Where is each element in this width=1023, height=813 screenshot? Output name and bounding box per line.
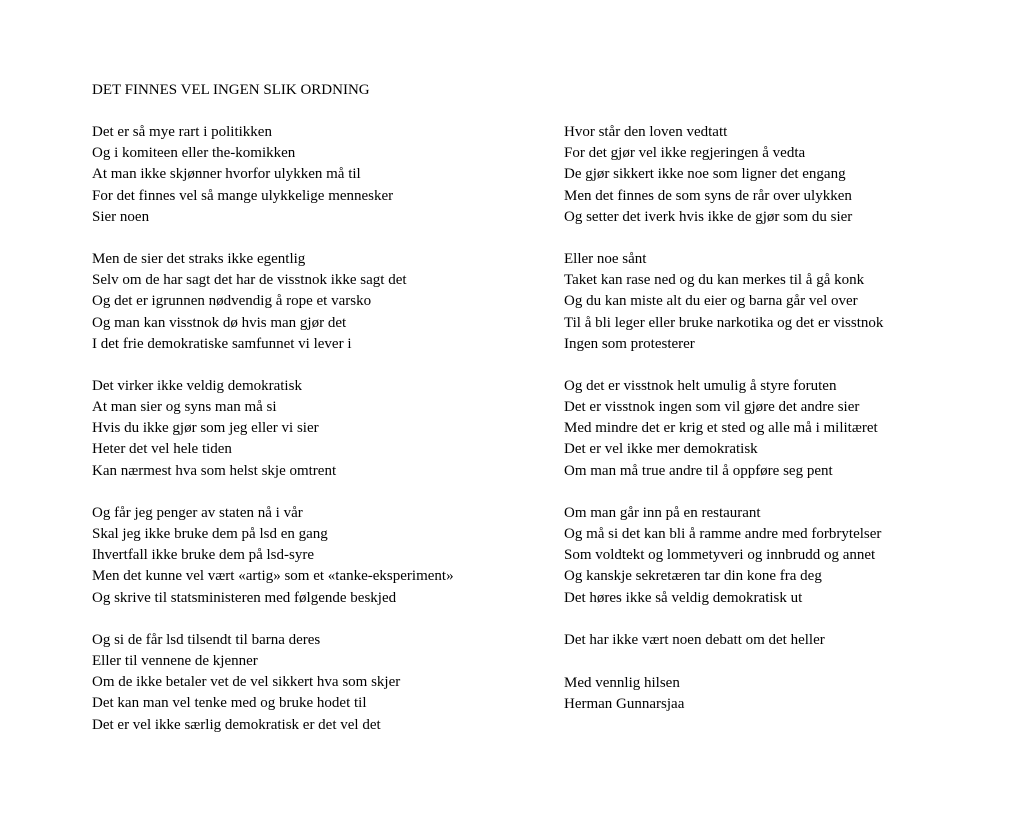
stanza: [92, 122, 542, 228]
poem-line: Det er vel ikke særlig demokratisk er det vel det: [92, 716, 381, 733]
stanza: [564, 630, 1004, 651]
poem-line: Om de ikke betaler vet de vel sikkert hva som skjer: [92, 674, 401, 691]
poem-line: Det virker ikke veldig demokratisk: [92, 377, 302, 394]
poem-line: Og kanskje sekretæren tar din kone fra deg: [564, 568, 822, 585]
poem-line: Hvor står den loven vedtatt: [564, 124, 728, 140]
poem-line: I det frie demokratiske samfunnet vi lever i: [92, 335, 352, 352]
poem-line: Det er vel ikke mer demokratisk: [564, 441, 758, 458]
stanza: [92, 630, 542, 736]
poem-line: Det høres ikke så veldig demokratisk ut: [564, 589, 803, 606]
poem-title: DET FINNES VEL INGEN SLIK ORDNING: [92, 82, 370, 98]
poem-line: For det finnes vel så mange ulykkelige mennesker: [92, 187, 394, 204]
poem-line: Heter det vel hele tiden: [92, 441, 232, 458]
poem-line: Hvis du ikke gjør som jeg eller vi sier: [92, 420, 319, 437]
poem-line: Det er så mye rart i politikken: [92, 124, 272, 140]
right-stanzas: [564, 122, 1004, 651]
poem-line: At man sier og syns man må si: [92, 399, 277, 416]
poem-line: Og si de får lsd tilsendt til barna deres: [92, 631, 321, 648]
poem-line: Det er visstnok ingen som vil gjøre det andre sier: [564, 399, 860, 416]
stanza: [92, 376, 542, 482]
poem-line: Ihvertfall ikke bruke dem på lsd-syre: [92, 547, 315, 564]
right-column: [564, 122, 1004, 715]
poem-line: Eller noe sånt: [564, 250, 647, 267]
poem-line: Og du kan miste alt du eier og barna går vel over: [564, 293, 858, 310]
poem-line: Og skrive til statsministeren med følgende beskjed: [92, 589, 397, 606]
poem-line: Taket kan rase ned og du kan merkes til å gå konk: [564, 272, 865, 289]
poem-line: Kan nærmest hva som helst skje omtrent: [92, 462, 337, 479]
poem-line: Skal jeg ikke bruke dem på lsd en gang: [92, 526, 328, 542]
poem-line: Sier noen: [92, 208, 150, 225]
signoff: [564, 673, 1004, 715]
poem-line: Med mindre det er krig et sted og alle må i militæret: [564, 420, 878, 437]
stanza: [92, 503, 542, 609]
poem-line: Og det er igrunnen nødvendig å rope et varsko: [92, 293, 372, 310]
poem-line: Det har ikke vært noen debatt om det heller: [564, 631, 825, 648]
poem-line: Om man går inn på en restaurant: [564, 504, 761, 521]
stanza: [92, 249, 542, 355]
poem-line: Eller til vennene de kjenner: [92, 652, 258, 669]
signoff-greeting: Med vennlig hilsen: [564, 674, 680, 691]
poem-line: Men det finnes de som syns de rår over ulykken: [564, 187, 852, 204]
poem-line: Og i komiteen eller the-komikken: [92, 145, 296, 162]
poem-line: Selv om de har sagt det har de visstnok ikke sagt det: [92, 272, 407, 289]
poem-line: Og må si det kan bli å ramme andre med forbrytelser: [564, 526, 882, 542]
poem-line: Og får jeg penger av staten nå i vår: [92, 504, 303, 521]
poem-line: De gjør sikkert ikke noe som ligner det engang: [564, 166, 846, 183]
poem-line: Men de sier det straks ikke egentlig: [92, 250, 306, 267]
stanza: [564, 503, 1004, 609]
poem-line: Og det er visstnok helt umulig å styre foruten: [564, 377, 837, 394]
stanza: [564, 122, 1004, 228]
poem-line: Men det kunne vel vært «artig» som et «tanke-eksperiment»: [92, 568, 454, 585]
stanza: [564, 376, 1004, 482]
poem-line: For det gjør vel ikke regjeringen å vedta: [564, 145, 806, 162]
signoff-name: Herman Gunnarsjaa: [564, 696, 685, 713]
left-column: [92, 122, 542, 757]
poem-line: Til å bli leger eller bruke narkotika og det er visstnok: [564, 314, 884, 331]
poem-line: Og setter det iverk hvis ikke de gjør som du sier: [564, 208, 853, 225]
poem-line: Som voldtekt og lommetyveri og innbrudd og annet: [564, 547, 876, 564]
poem-line: Det kan man vel tenke med og bruke hodet til: [92, 695, 367, 712]
poem-line: At man ikke skjønner hvorfor ulykken må til: [92, 166, 361, 183]
stanza: [564, 249, 1004, 355]
poem-line: Ingen som protesterer: [564, 335, 695, 352]
poem-line: Om man må true andre til å oppføre seg pent: [564, 462, 833, 479]
poem-line: Og man kan visstnok dø hvis man gjør det: [92, 314, 347, 331]
